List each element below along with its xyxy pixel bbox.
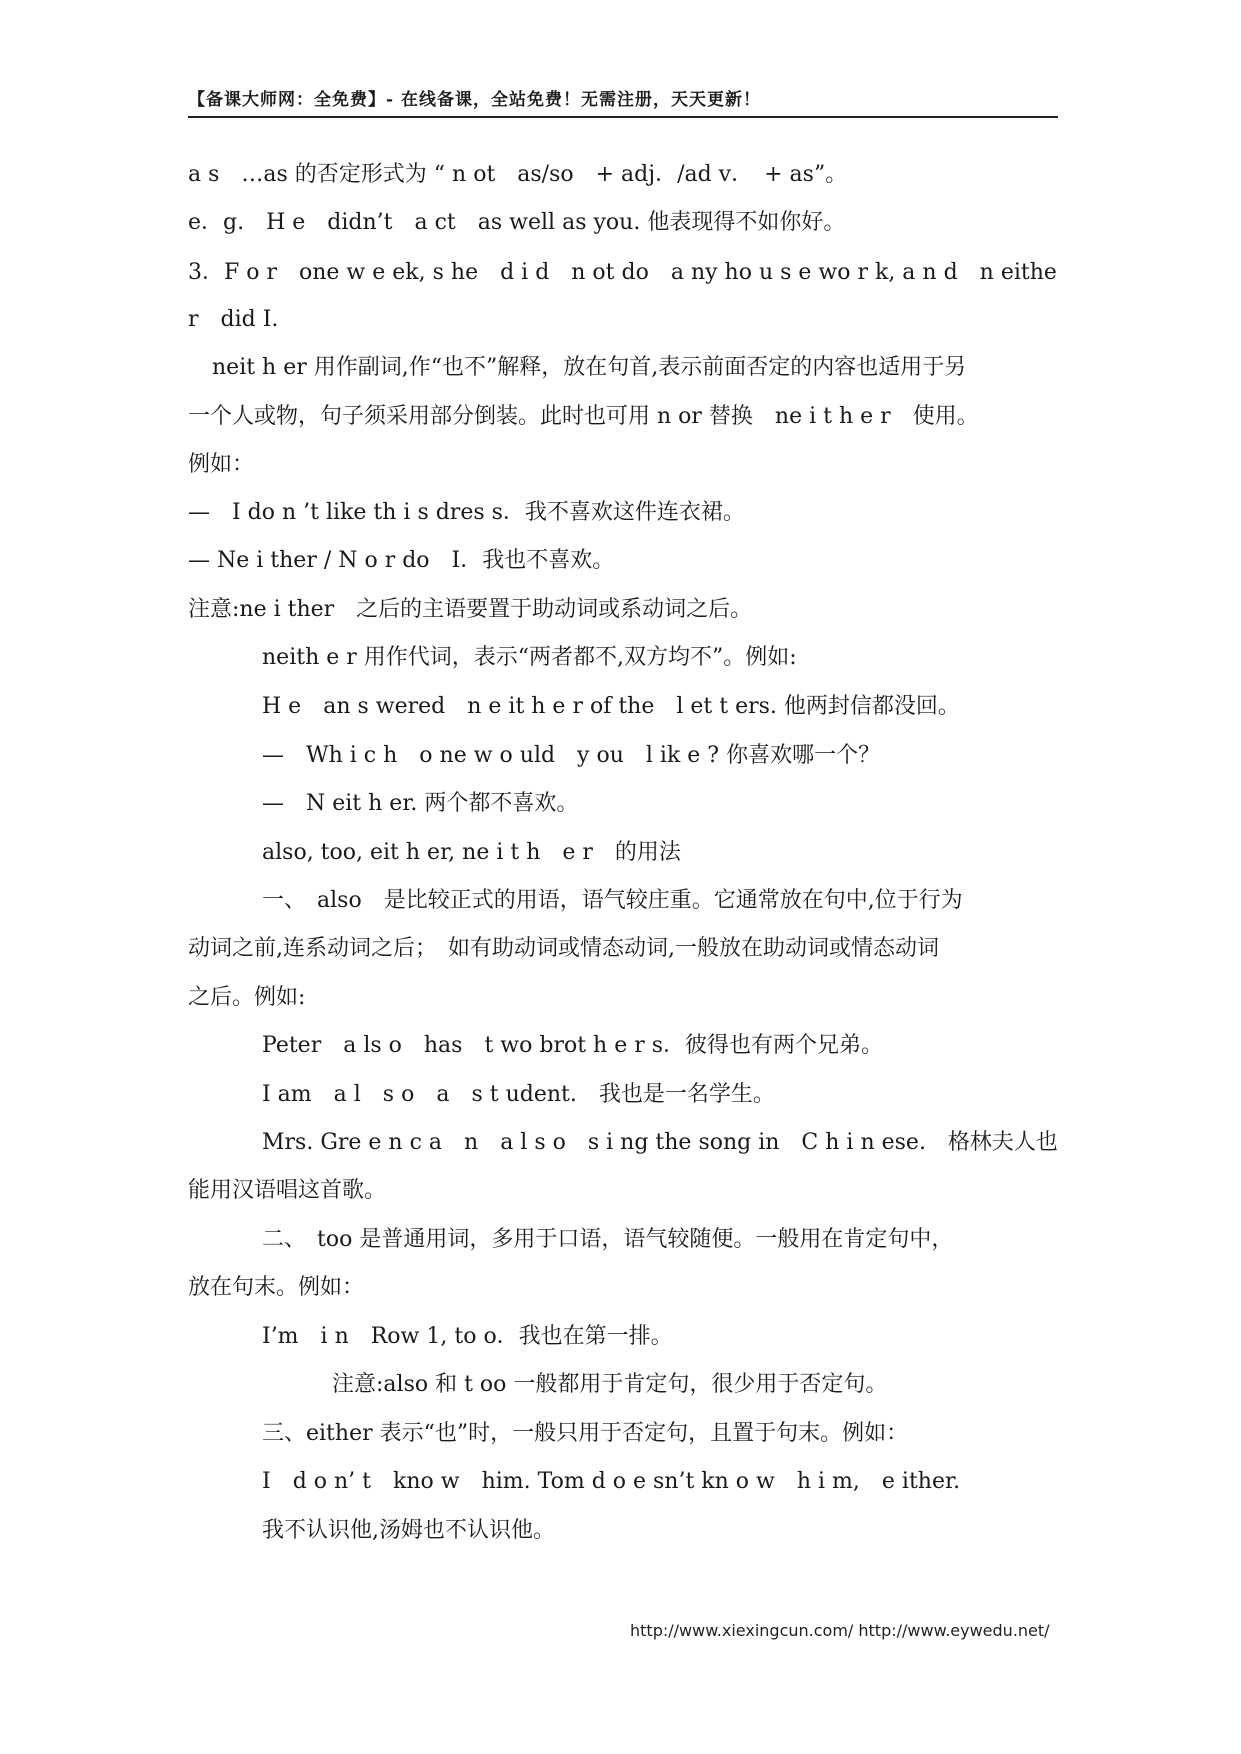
text-line: — Wh i c h o ne w o uld y ou l ik e ? 你喜欢哪一个？ <box>262 743 881 768</box>
text-line: neit h er 用作副词,作“也不”解释，放在句首,表示前面否定的内容也适用于另 <box>212 355 967 380</box>
text-line: 例如： <box>188 452 255 477</box>
text-line: 放在句末。例如： <box>188 1275 365 1300</box>
page-footer: http://www.xiexingcun.com/ http://www.eywedu.net/ <box>630 1621 1050 1640</box>
text-line: Mrs. Gre e n c a n a l s o s i ng the song in C h i n ese. 格林夫人也 <box>262 1130 1058 1155</box>
text-line: I’m i n Row 1, to o．我也在第一排。 <box>262 1324 673 1349</box>
text-line: 二、 too 是普通用词，多用于口语，语气较随便。一般用在肯定句中， <box>262 1227 954 1252</box>
text-line: 一、 also 是比较正式的用语，语气较庄重。它通常放在句中,位于行为 <box>262 888 963 913</box>
text-line: neith e r 用作代词，表示“两者都不,双方均不”。例如: <box>262 645 797 670</box>
text-line: — N eit h er. 两个都不喜欢。 <box>262 791 579 816</box>
text-line: 三、either 表示“也”时，一般只用于否定句，且置于句末。例如： <box>262 1421 909 1446</box>
text-line: a s …as 的否定形式为 “ n ot as/so + adj．/ad v． + as”。 <box>188 162 848 187</box>
text-line: also, too, eit h er, ne i t h e r 的用法 <box>262 840 681 865</box>
text-line: — Ne i ther / N o r do I．我也不喜欢。 <box>188 548 615 573</box>
text-line: 注意:ne i ther 之后的主语要置于助动词或系动词之后。 <box>188 597 753 622</box>
text-line: 3．F o r one w e ek, s he d i d n ot do a ny ho u s e wo r k, a n d n eithe <box>188 260 1057 285</box>
page-header: 【备课大师网：全免费】- 在线备课，全站免费！无需注册，天天更新！ <box>188 88 1058 118</box>
text-line: 动词之前,连系动词之后； 如有助动词或情态动词,一般放在助动词或情态动词 <box>188 936 939 961</box>
text-line: 我不认识他,汤姆也不认识他。 <box>262 1518 555 1543</box>
text-line: I am a l s o a s t udent. 我也是一名学生。 <box>262 1082 775 1107</box>
text-line: r did I. <box>188 307 279 332</box>
text-line: — I do n ’t like th i s dres s．我不喜欢这件连衣裙。 <box>188 500 745 525</box>
text-line: e．g. H e didn’t a ct as well as you. 他表现得不如你好。 <box>188 210 846 235</box>
text-line: 注意:also 和 t oo 一般都用于肯定句，很少用于否定句。 <box>332 1372 888 1397</box>
text-line: 一个人或物，句子须采用部分倒装。此时也可用 n or 替换 ne i t h e r 使用。 <box>188 404 979 429</box>
text-line: 之后。例如: <box>188 985 306 1010</box>
text-line: I d o n’ t kno w him. Tom d o e sn’t kn o w h i m, e ither. <box>262 1469 961 1494</box>
text-line: 能用汉语唱这首歌。 <box>188 1178 387 1203</box>
text-line: H e an s wered n e it h e r of the l et t ers. 他两封信都没回。 <box>262 694 960 719</box>
text-line: Peter a ls o has t wo brot h e r s．彼得也有两个兄弟。 <box>262 1033 884 1058</box>
